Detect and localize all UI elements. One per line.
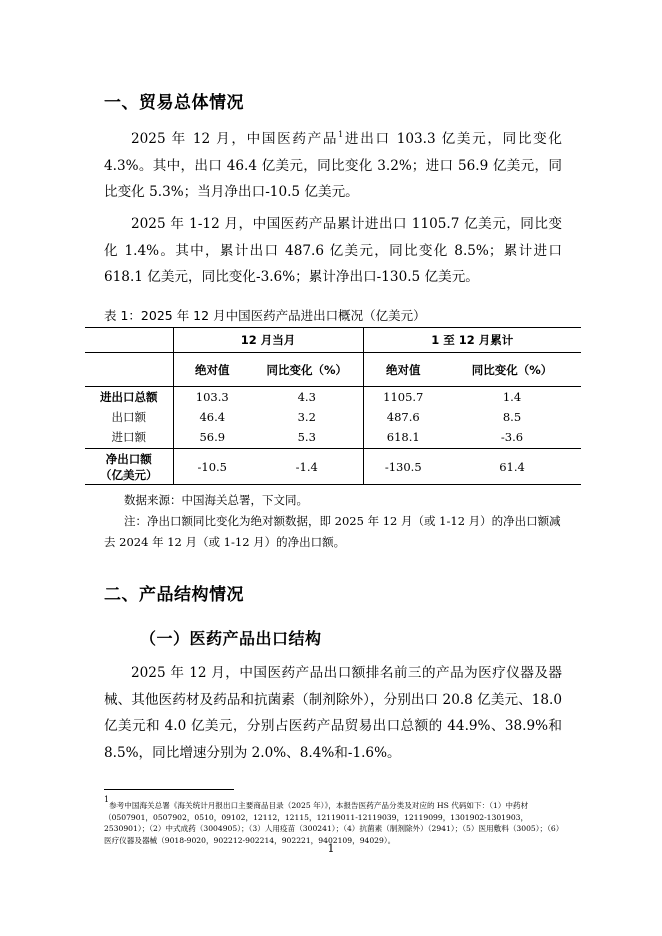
footnote — [104, 794, 564, 846]
table-note: 注：净出口额同比变化为绝对额数据，即 2025 年 12 月（或 1-12 月）的净出口额减去 2024 年 12 月（或 1-12 月）的净出口额。 — [104, 514, 561, 549]
header-december: 12 月当月 — [173, 328, 363, 353]
table-cell: 61.4 — [499, 459, 525, 474]
header-absolute-value: 绝对值 — [363, 353, 443, 387]
paragraph-text: 2025 年 12 月，中国医药产品 — [131, 131, 339, 147]
paragraph-monthly-summary — [104, 122, 562, 206]
table-corner-cell — [85, 353, 173, 387]
footnote-divider — [104, 789, 234, 790]
table-row — [85, 449, 581, 485]
page-number: 1 — [327, 842, 335, 855]
table-cell: -10.5 — [173, 449, 251, 485]
section-heading-product-structure: 二、产品结构情况 — [104, 585, 244, 605]
footnote-marker[interactable]: 1 — [338, 130, 344, 139]
header-yoy-change: 同比变化（%） — [251, 353, 363, 387]
table-row — [85, 387, 581, 407]
table-row — [85, 427, 581, 449]
table-cell: 618.1 — [363, 427, 443, 449]
table-cell: 56.9 — [173, 427, 251, 449]
section-heading-trade-overview: 一、贸易总体情况 — [104, 93, 244, 113]
table-corner-cell — [85, 328, 173, 353]
footnote-text: 参考中国海关总署《海关统计月报出口主要商品目录（2025 年）》，本报告医药产品分类及对应的 HS 代码如下：（1）中药材（0507901，0507902，0510，09102，12112，12115，12119011-12119039，12119099，1301902-1301903，2530901）；（2）中式成药（3004905）；（3）人用疫苗（300241）；（4）抗菌素（制剂除外）（2941）；（5）医用敷料（3005）；（6）医疗仪器及器械（9018-9020，902212-902214，902221，9402109，94029）。 — [104, 801, 564, 845]
row-label: 出口额 — [111, 409, 146, 424]
table-cell: 1105.7 — [363, 387, 443, 407]
row-label-line: 净出口额 — [105, 451, 152, 466]
table-cell: 103.3 — [173, 387, 251, 407]
row-label-line: （亿美元） — [100, 467, 158, 482]
paragraph-export-structure: 2025 年 12 月，中国医药产品出口额排名前三的产品为医疗仪器及器械、其他医药材及药品和抗菌素（制剂除外），分别出口 20.8 亿美元、18.0 亿美元和 4.0 亿美元，分别占医药产品贸易出口总额的 44.9%、38.9%和 8.5%，同比增速分别为 2.0%、8.4%和-1.6%。 — [104, 665, 562, 761]
paragraph-text: 进出口 103.3 亿美元，同比变化 4.3%。其中，出口 46.4 亿美元，同比变化 3.2%；进口 56.9 亿美元，同比变化 5.3%；当月净出口-10.5 亿美元。 — [104, 131, 562, 200]
table-cell: 487.6 — [363, 407, 443, 427]
trade-overview-table — [85, 327, 581, 485]
table-cell: 5.3 — [251, 427, 363, 449]
table-cell: 46.4 — [173, 407, 251, 427]
row-label: 进口额 — [85, 427, 173, 449]
table-cell: 4.3 — [297, 389, 316, 404]
header-absolute-value: 绝对值 — [173, 353, 251, 387]
table-caption: 表 1：2025 年 12 月中国医药产品进出口概况（亿美元） — [104, 308, 426, 323]
table-cell: -1.4 — [295, 459, 318, 474]
subsection-heading-export-structure: （一）医药产品出口结构 — [140, 629, 322, 648]
table-cell: -130.5 — [363, 449, 443, 485]
table-cell: 3.2 — [297, 409, 316, 424]
paragraph-annual-summary: 2025 年 1-12 月，中国医药产品累计进出口 1105.7 亿美元，同比变化 1.4%。其中，累计出口 487.6 亿美元，同比变化 8.5%；累计进口 618.1 亿美元，同比变化-3.6%；累计净出口-130.5 亿美元。 — [104, 216, 562, 285]
table-cell: 8.5 — [502, 409, 522, 424]
footnote-number: 1 — [104, 795, 110, 804]
header-jan-dec: 1 至 12 月累计 — [363, 328, 581, 353]
table-cell: -3.6 — [443, 427, 581, 449]
row-label: 进出口总额 — [100, 389, 158, 404]
row-label — [85, 449, 173, 485]
header-yoy-change: 同比变化（%） — [443, 353, 581, 387]
data-source-note: 数据来源：中国海关总署，下文同。 — [124, 493, 308, 507]
table-cell: 1.4 — [502, 389, 522, 404]
table-row — [85, 407, 581, 427]
